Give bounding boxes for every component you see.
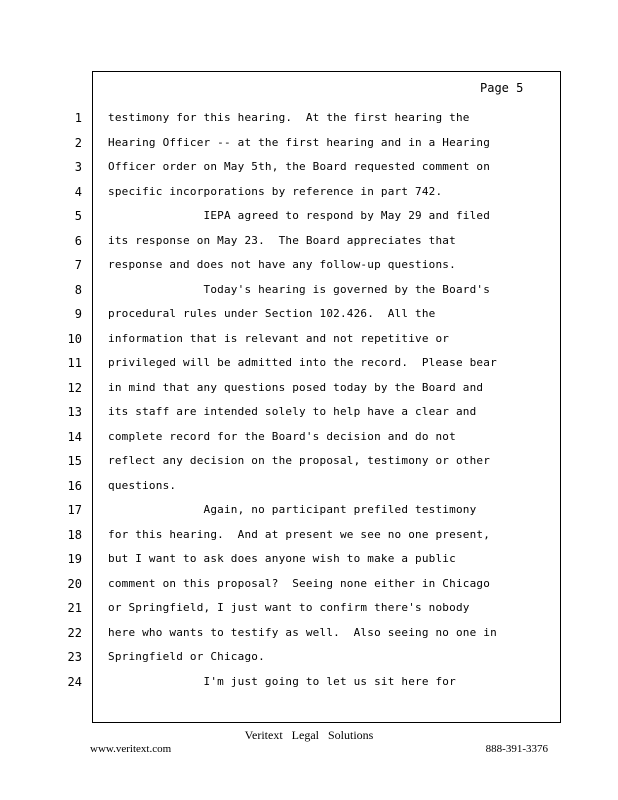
line-number: 17	[67, 503, 82, 517]
transcript-line: procedural rules under Section 102.426. All the	[108, 307, 436, 320]
line-number: 10	[67, 331, 82, 346]
footer-website-link[interactable]: www.veritext.com	[90, 743, 172, 755]
transcript-line: or Springfield, I just want to confirm there's nobody	[108, 601, 470, 614]
line-number: 20	[67, 576, 82, 591]
footer-company-name: Veritext Legal Solutions	[244, 728, 374, 742]
line-number: 15	[67, 454, 82, 468]
line-number: 19	[67, 552, 82, 566]
transcript-text-column	[108, 110, 548, 698]
line-number: 12	[67, 380, 82, 395]
line-number: 21	[67, 601, 82, 615]
transcript-line: specific incorporations by reference in part 742.	[108, 184, 443, 198]
line-number: 2	[74, 135, 82, 150]
line-number: 6	[74, 233, 82, 248]
transcript-line: questions.	[108, 478, 177, 492]
transcript-line: comment on this proposal? Seeing none either in Chicago	[108, 576, 491, 590]
transcript-line: for this hearing. And at present we see no one present,	[108, 527, 491, 541]
line-number: 22	[67, 625, 82, 640]
transcript-line: privileged will be admitted into the record. Please bear	[108, 356, 497, 369]
line-number: 9	[74, 307, 82, 321]
line-number: 3	[74, 160, 82, 174]
line-number: 16	[67, 478, 82, 493]
transcript-line: testimony for this hearing. At the first hearing the	[108, 111, 470, 124]
line-number: 18	[67, 527, 82, 542]
line-number: 13	[67, 405, 82, 419]
line-number: 23	[67, 650, 82, 664]
transcript-line: IEPA agreed to respond by May 29 and filed	[108, 209, 491, 222]
line-number: 24	[67, 674, 82, 689]
transcript-line: Again, no participant prefiled testimony	[108, 503, 477, 516]
transcript-line: complete record for the Board's decision and do not	[108, 429, 456, 443]
transcript-line: response and does not have any follow-up questions.	[108, 258, 456, 271]
page-number-label: Page 5	[480, 81, 524, 95]
transcript-line: its staff are intended solely to help have a clear and	[108, 405, 477, 418]
transcript-line: in mind that any questions posed today by the Board and	[108, 380, 484, 394]
transcript-line: information that is relevant and not repetitive or	[108, 331, 450, 345]
transcript-line: here who wants to testify as well. Also seeing no one in	[108, 625, 497, 639]
transcript-line: Springfield or Chicago.	[108, 650, 265, 663]
line-number: 14	[67, 429, 82, 444]
line-number: 11	[67, 356, 82, 370]
transcript-line: but I want to ask does anyone wish to make a public	[108, 552, 456, 565]
transcript-line: I'm just going to let us sit here for	[108, 674, 456, 688]
line-number: 4	[74, 184, 82, 199]
line-number-column	[60, 110, 82, 698]
line-number: 8	[74, 282, 82, 297]
footer-phone-number: 888-391-3376	[485, 743, 548, 755]
transcript-line: Officer order on May 5th, the Board requested comment on	[108, 160, 491, 173]
transcript-line: Hearing Officer -- at the first hearing and in a Hearing	[108, 135, 491, 149]
line-number: 5	[74, 209, 82, 223]
line-number: 1	[74, 111, 82, 125]
transcript-line: its response on May 23. The Board appreciates that	[108, 233, 456, 247]
transcript-line: reflect any decision on the proposal, testimony or other	[108, 454, 491, 467]
transcript-line: Today's hearing is governed by the Board's	[108, 282, 491, 296]
line-number: 7	[74, 258, 82, 272]
